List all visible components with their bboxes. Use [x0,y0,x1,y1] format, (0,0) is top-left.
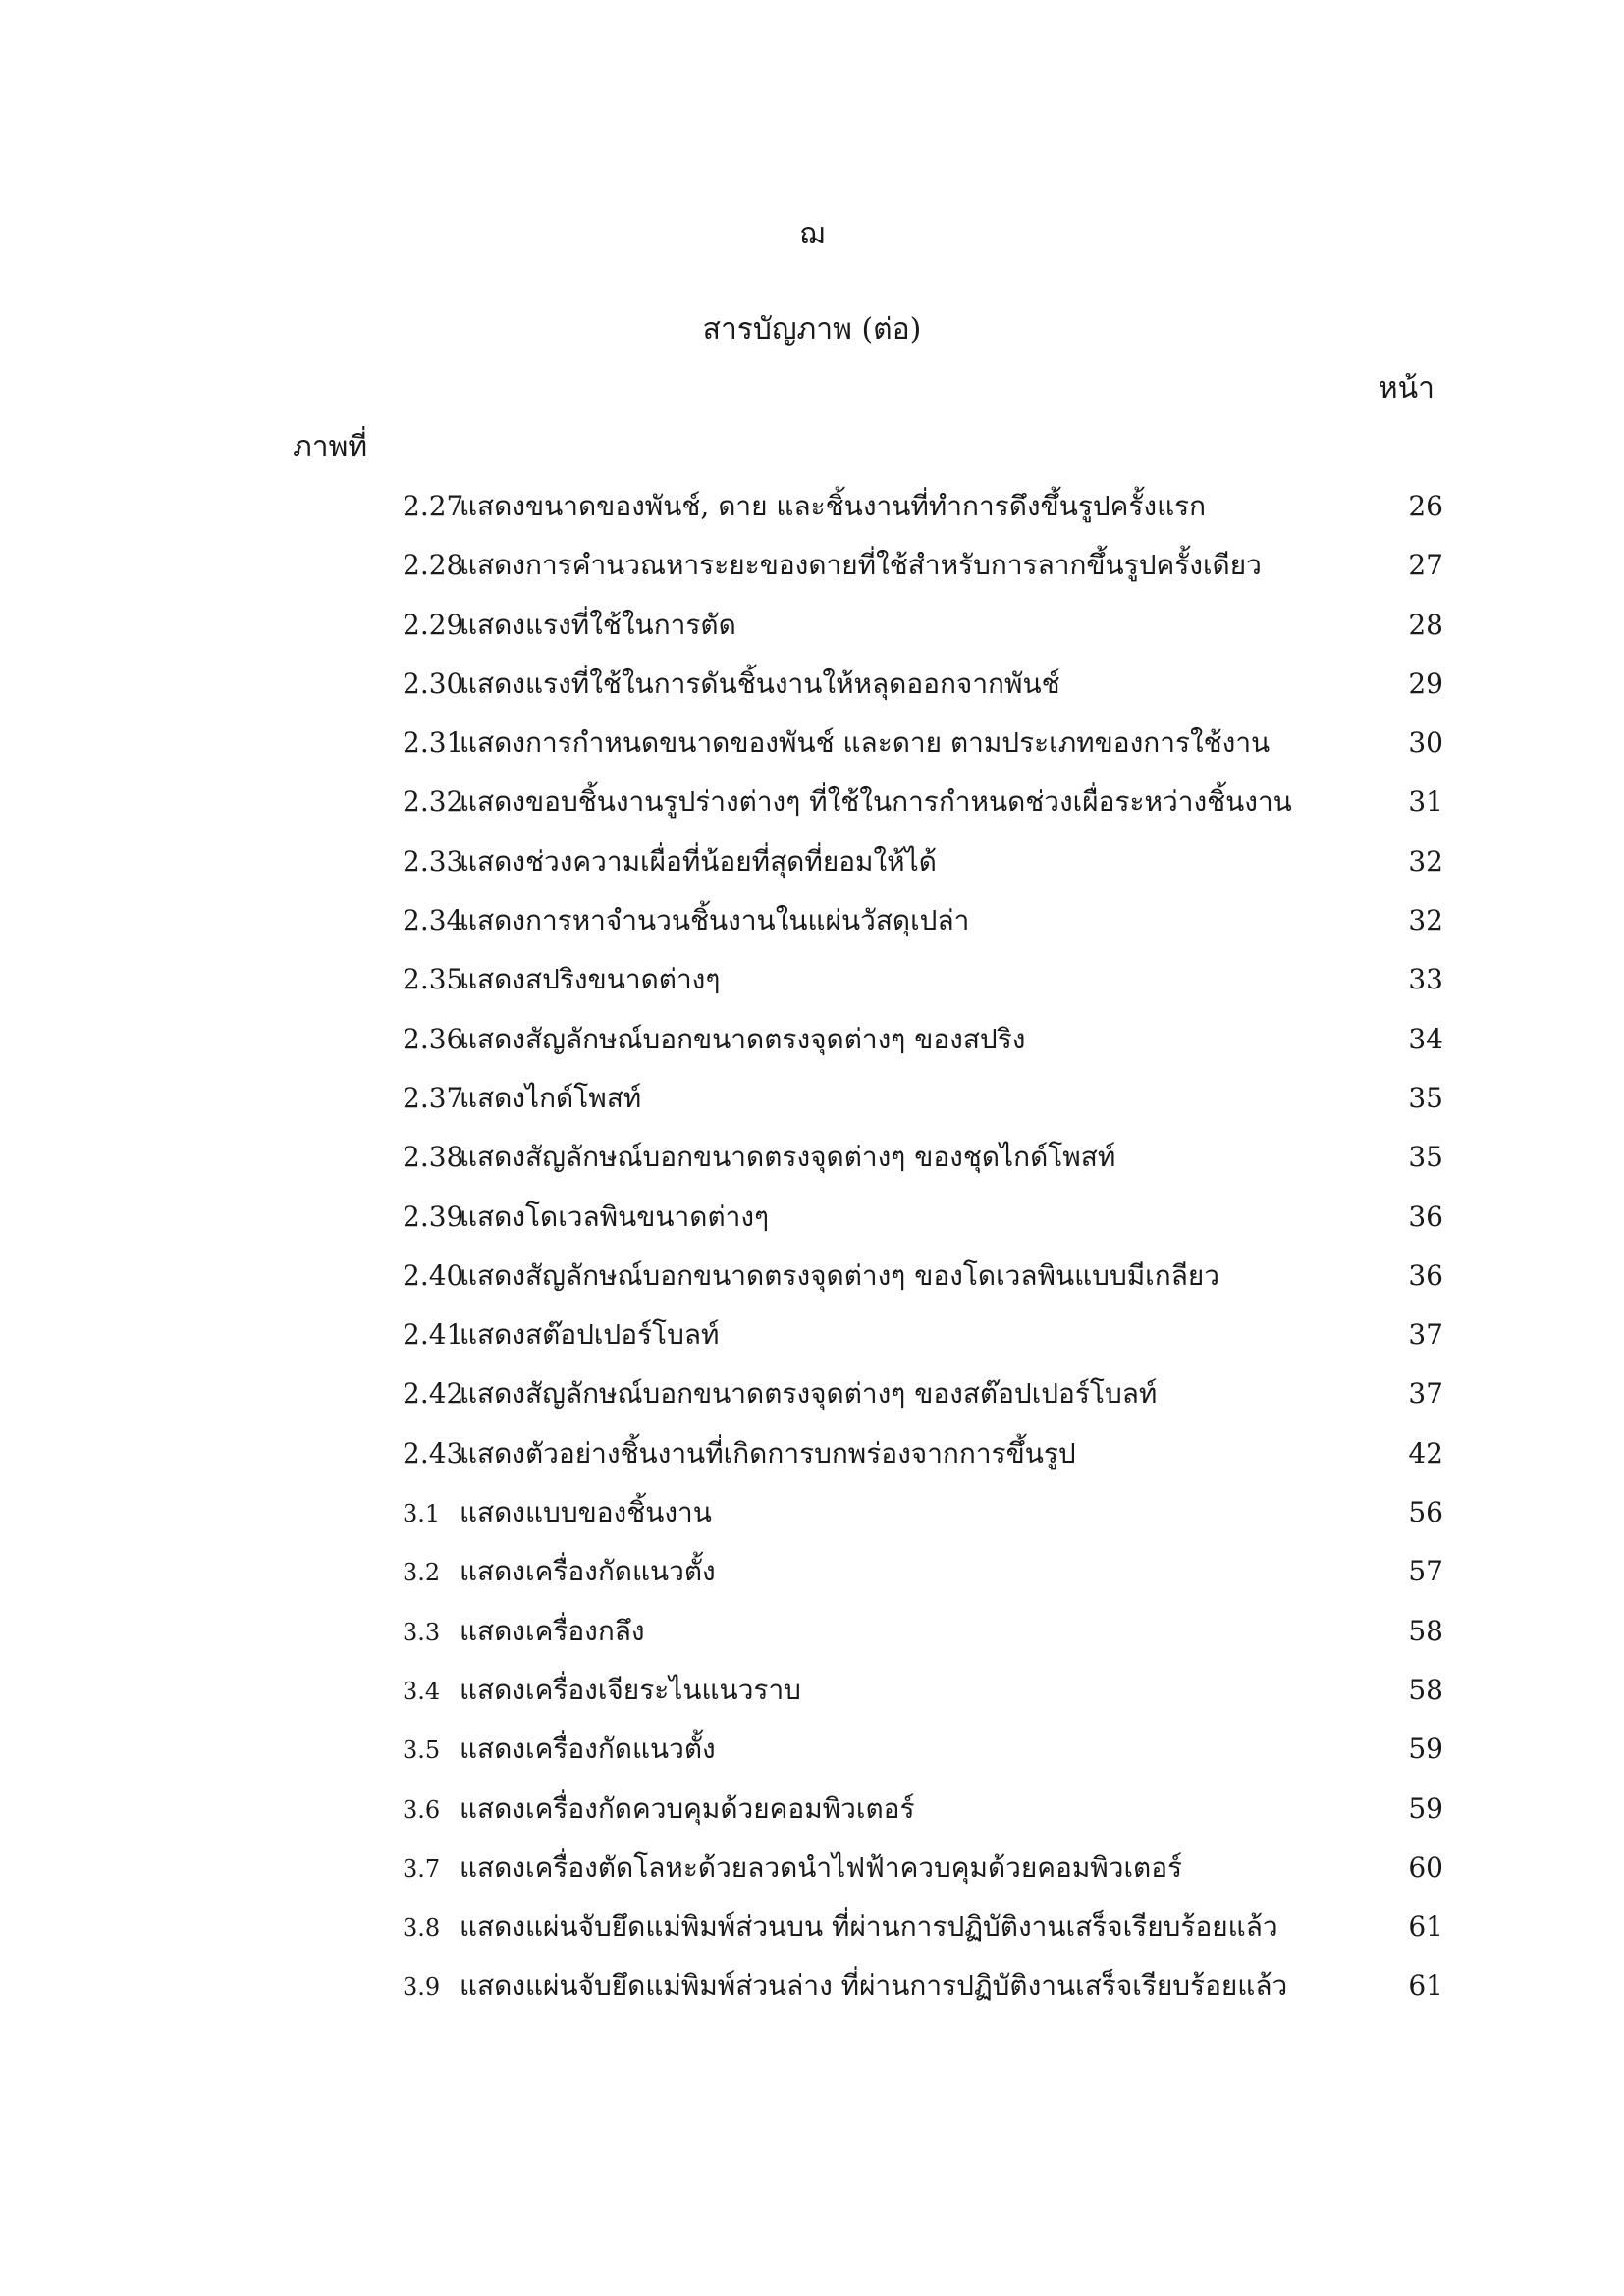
list-item [403,1960,1443,2019]
figure-number: 3.4 [403,1677,441,1705]
figure-caption: แสดงเครื่องกัดแนวตั้ง [460,1733,716,1766]
figure-page-number: 30 [1408,726,1443,760]
list-item [403,776,1443,835]
figure-caption: แสดงขอบชิ้นงานรูปร่างต่างๆ ที่ใช้ในการกำหนดช่วงเผื่อระหว่างชิ้นงาน [460,785,1292,819]
figure-number: 3.9 [403,1973,441,2002]
figure-caption: แสดงเครื่องกัดแนวตั้ง [460,1555,716,1588]
figure-number: 2.36 [403,1022,464,1055]
list-item [403,1192,1443,1251]
list-item [403,954,1443,1013]
list-item [403,1428,1443,1487]
list-item [403,1724,1443,1783]
figure-number: 2.43 [403,1436,464,1469]
figure-caption: แสดงสัญลักษณ์บอกขนาดตรงจุดต่างๆ ของสต๊อปเปอร์โบลท์ [460,1377,1158,1411]
figure-number: 2.35 [403,963,464,996]
figure-number: 2.33 [403,844,464,878]
figure-caption: แสดงช่วงความเผื่อที่น้อยที่สุดที่ยอมให้ได้ [460,844,937,878]
figure-number: 3.7 [403,1854,441,1883]
figure-caption: แสดงขนาดของพันช์, ดาย และชิ้นงานที่ทำการดึงขึ้นรูปครั้งแรก [460,490,1207,522]
figure-page-number: 37 [1408,1318,1443,1352]
figure-page-number: 59 [1408,1791,1443,1825]
list-item [403,659,1443,718]
figure-page-number: 61 [1408,1969,1443,2002]
figure-number: 2.34 [403,904,464,937]
list-item [403,1784,1443,1842]
figure-number: 3.1 [403,1500,441,1528]
figure-caption: แสดงเครื่องตัดโลหะด้วยลวดนำไฟฟ้าควบคุมด้วยคอมพิวเตอร์ [460,1850,1183,1884]
figure-caption: แสดงเครื่องเจียระไนแนวราบ [460,1673,801,1706]
list-item [403,1665,1443,1724]
figure-page-number: 35 [1408,1141,1443,1174]
figure-page-number: 28 [1408,608,1443,641]
figure-page-number: 27 [1408,549,1443,582]
figure-caption: แสดงแผ่นจับยึดแม่พิมพ์ส่วนบน ที่ผ่านการปฏิบัติงานเสร็จเรียบร้อยแล้ว [460,1910,1278,1944]
list-item [403,1901,1443,1960]
figure-caption: แสดงสต๊อปเปอร์โบลท์ [460,1318,720,1352]
figure-number: 2.27 [403,490,464,522]
figure-number: 2.28 [403,549,464,582]
figure-page-number: 60 [1408,1850,1443,1884]
figure-caption: แสดงการหาจำนวนชิ้นงานในแผ่นวัสดุเปล่า [460,904,970,937]
figure-page-number: 58 [1408,1673,1443,1706]
figure-number: 2.29 [403,608,464,641]
figure-caption: แสดงตัวอย่างชิ้นงานที่เกิดการบกพร่องจากการขึ้นรูป [460,1436,1076,1469]
figure-caption: แสดงแรงที่ใช้ในการดันชิ้นงานให้หลุดออกจากพันช์ [460,667,1060,700]
page-number: ฌ [799,217,825,251]
figure-page-number: 26 [1408,490,1443,522]
list-item [403,718,1443,776]
figure-page-number: 34 [1408,1022,1443,1055]
figure-page-number: 42 [1408,1436,1443,1469]
figure-page-number: 59 [1408,1733,1443,1766]
list-item [403,600,1443,659]
figure-number: 3.6 [403,1795,441,1824]
page-column-header: หน้า [1378,371,1435,405]
figure-page-number: 31 [1408,785,1443,819]
figure-page-number: 36 [1408,1200,1443,1233]
list-item [403,1546,1443,1605]
figure-caption: แสดงสัญลักษณ์บอกขนาดตรงจุดต่างๆ ของสปริง [460,1022,1026,1055]
figure-number: 3.8 [403,1914,441,1943]
figure-page-number: 35 [1408,1081,1443,1114]
figure-caption: แสดงโดเวลพินขนาดต่างๆ [460,1200,770,1233]
figure-page-number: 32 [1408,844,1443,878]
figure-number: 2.39 [403,1200,464,1233]
figure-page-number: 32 [1408,904,1443,937]
figure-page-number: 61 [1408,1910,1443,1944]
figure-column-header: ภาพที่ [293,430,368,464]
figure-number: 3.2 [403,1559,441,1587]
list-item [403,1309,1443,1368]
figure-page-number: 57 [1408,1555,1443,1588]
list-item [403,1368,1443,1427]
list-item [403,1842,1443,1901]
list-item [403,836,1443,895]
figure-page-number: 36 [1408,1258,1443,1292]
list-item [403,1487,1443,1546]
list-item [403,1132,1443,1191]
list-item [403,540,1443,599]
list-item [403,1251,1443,1309]
figure-number: 2.30 [403,667,464,700]
figure-number: 2.41 [403,1318,464,1352]
figure-list [403,481,1443,2020]
figure-caption: แสดงสัญลักษณ์บอกขนาดตรงจุดต่างๆ ของชุดไกด์โพสท์ [460,1141,1116,1174]
figure-page-number: 37 [1408,1377,1443,1411]
figure-caption: แสดงการคำนวณหาระยะของดายที่ใช้สำหรับการลากขึ้นรูปครั้งเดียว [460,549,1262,582]
figure-page-number: 58 [1408,1614,1443,1647]
figure-caption: แสดงเครื่องกลึง [460,1614,645,1647]
figure-number: 2.31 [403,726,464,760]
figure-caption: แสดงแรงที่ใช้ในการตัด [460,608,736,641]
list-item [403,895,1443,954]
figure-number: 2.32 [403,785,464,819]
figure-caption: แสดงแผ่นจับยึดแม่พิมพ์ส่วนล่าง ที่ผ่านการปฏิบัติงานเสร็จเรียบร้อยแล้ว [460,1969,1288,2002]
figure-caption: แสดงแบบของชิ้นงาน [460,1496,712,1529]
figure-caption: แสดงเครื่องกัดควบคุมด้วยคอมพิวเตอร์ [460,1791,915,1825]
figure-caption: แสดงไกด์โพสท์ [460,1081,642,1114]
figure-number: 2.38 [403,1141,464,1174]
figure-number: 3.3 [403,1618,441,1646]
figure-caption: แสดงการกำหนดขนาดของพันช์ และดาย ตามประเภทของการใช้งาน [460,726,1271,760]
list-item [403,1014,1443,1073]
figure-page-number: 56 [1408,1496,1443,1529]
figure-number: 2.37 [403,1081,464,1114]
figure-caption: แสดงสปริงขนาดต่างๆ [460,963,721,996]
list-item [403,481,1443,540]
figure-number: 2.40 [403,1258,464,1292]
figure-page-number: 29 [1408,667,1443,700]
page-title: สารบัญภาพ (ต่อ) [702,312,922,347]
figure-page-number: 33 [1408,963,1443,996]
figure-number: 3.5 [403,1736,441,1765]
figure-caption: แสดงสัญลักษณ์บอกขนาดตรงจุดต่างๆ ของโดเวลพินแบบมีเกลียว [460,1258,1219,1292]
list-item [403,1606,1443,1665]
list-item [403,1073,1443,1132]
figure-number: 2.42 [403,1377,464,1411]
